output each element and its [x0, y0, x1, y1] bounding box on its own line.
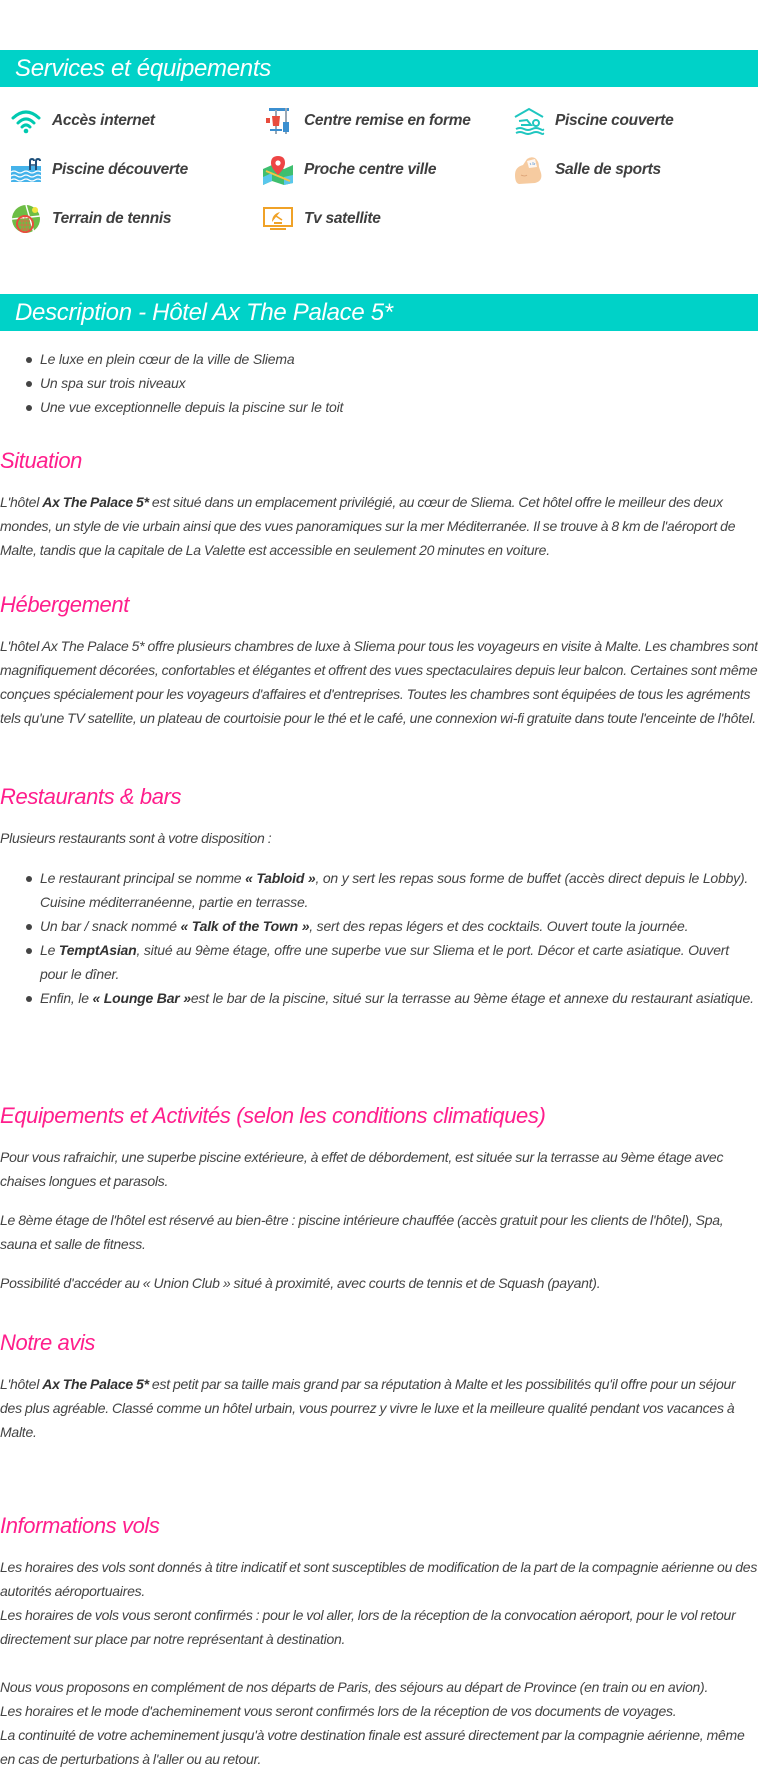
indoor-pool-swimmer-icon [513, 106, 545, 136]
restaurant-item: Enfin, le « Lounge Bar »est le bar de la piscine, situé sur la terrasse au 9ème étage et annexe du restaurant asiatique. [0, 986, 758, 1010]
service-item-tennis [10, 204, 171, 234]
service-label: Centre remise en forme [304, 112, 471, 129]
service-label: Accès internet [52, 112, 155, 129]
restaurants-intro: Plusieurs restaurants sont à votre disposition : [0, 830, 272, 846]
restaurant-item: Le restaurant principal se nomme « Tabloid », on y sert les repas sous forme de buffet (accès direct depuis le Lobby). Cuisine méditerranéenne, partie en terrasse. [0, 866, 758, 914]
situation-heading: Situation [0, 448, 83, 473]
equipements-paragraph: Le 8ème étage de l'hôtel est réservé au bien-être : piscine intérieure chauffée (accès gratuit pour les clients de l'hôtel), Spa, sauna et salle de fitness. [0, 1212, 724, 1252]
description-header: Description - Hôtel Ax The Palace 5* [0, 294, 758, 331]
satellite-tv-icon [262, 204, 294, 234]
vols-block-1: Les horaires des vols sont donnés à titre indicatif et sont susceptibles de modification de la part de la compagnie aérienne ou des autorités aéroportuaires. Les horaires de vols vous seront confirmés : pour le vol aller, lors de la réception de la convocation aéroport, pour le vol retour directement sur place par notre représentant à destination. [0, 1559, 758, 1647]
hotel-name: Ax The Palace 5* [42, 494, 149, 510]
restaurants-heading: Restaurants & bars [0, 784, 182, 809]
highlight-item: Un spa sur trois niveaux [0, 371, 343, 395]
vols-heading: Informations vols [0, 1513, 160, 1538]
wifi-icon [10, 106, 42, 136]
map-pin-icon [262, 155, 294, 185]
avis-heading: Notre avis [0, 1330, 96, 1355]
equipements-heading: Equipements et Activités (selon les conditions climatiques) [0, 1103, 546, 1128]
fitness-machine-icon [262, 106, 294, 136]
highlight-item: Le luxe en plein cœur de la ville de Sliema [0, 347, 343, 371]
flexed-arm-icon [513, 155, 545, 185]
service-item-fitness [262, 106, 471, 136]
hotel-name: Ax The Palace 5* [42, 1376, 149, 1392]
restaurants-list [0, 866, 758, 1010]
service-label: Piscine découverte [52, 161, 188, 178]
avis-text: L'hôtel Ax The Palace 5* est petit par sa taille mais grand par sa réputation à Malte et les possibilités qu'il offre pour un séjour des plus agréable. Classé comme un hôtel urbain, vous pourrez y vivre le luxe et la meilleure qualité pendant vos vacances à Malte. [0, 1376, 736, 1440]
description-highlights [0, 347, 343, 419]
service-label: Piscine couverte [555, 112, 674, 129]
highlight-item: Une vue exceptionnelle depuis la piscine sur le toit [0, 395, 343, 419]
service-label: Terrain de tennis [52, 210, 172, 227]
hebergement-text: L'hôtel Ax The Palace 5* offre plusieurs chambres de luxe à Sliema pour tous les voyageurs en visite à Malte. Les chambres sont magnifiquement décorées, confortables et élégantes et offrent des vues spectaculaires depuis leur balcon. Certaines sont même conçues spécialement pour les voyageurs d'affaires et d'entreprises. Toutes les chambres sont équipées de tous les agréments tels qu'une TV satellite, un plateau de courtoisie pour le thé et le café, une connexion wi-fi gratuite dans toute l'enceinte de l'hôtel. [0, 638, 758, 726]
service-label: Proche centre ville [304, 161, 437, 178]
restaurant-item: Le TemptAsian, situé au 9ème étage, offre une superbe vue sur Sliema et le port. Décor et carte asiatique. Ouvert pour le dîner. [0, 938, 758, 986]
hebergement-heading: Hébergement [0, 592, 129, 617]
situation-text: L'hôtel Ax The Palace 5* est situé dans un emplacement privilégié, au cœur de Sliema. Cet hôtel offre le meilleur des deux mondes, un style de vie urbain ainsi que des vues panoramiques sur la mer Méditerranée. Il se trouve à 8 km de l'aéroport de Malte, tandis que la capitale de La Valette est accessible en seulement 20 minutes en voiture. [0, 494, 736, 558]
service-item-internet [10, 106, 155, 136]
service-label: Tv satellite [304, 210, 381, 227]
tennis-court-icon [10, 204, 42, 234]
service-item-city-center [262, 155, 436, 185]
equipements-paragraph: Pour vous rafraichir, une superbe piscine extérieure, à effet de débordement, est située sur la terrasse au 9ème étage avec chaises longues et parasols. [0, 1149, 724, 1189]
outdoor-pool-icon [10, 155, 42, 185]
service-label: Salle de sports [555, 161, 661, 178]
services-header: Services et équipements [0, 50, 758, 87]
equipements-paragraph: Possibilité d'accéder au « Union Club » situé à proximité, avec courts de tennis et de Squash (payant). [0, 1275, 601, 1291]
service-item-satellite-tv [262, 204, 381, 234]
vols-block-2: Nous vous proposons en complément de nos départs de Paris, des séjours au départ de Province (en train ou en avion). Les horaires et le mode d'acheminement vous seront confirmés lors de la réception de vos documents de voyages. La continuité de votre acheminement jusqu'à votre destination finale est assuré directement par la compagnie aérienne, même en cas de perturbations à l'aller ou au retour. [0, 1679, 745, 1767]
service-item-gym [513, 155, 661, 185]
restaurant-item: Un bar / snack nommé « Talk of the Town », sert des repas légers et des cocktails. Ouvert toute la journée. [0, 914, 758, 938]
service-item-outdoor-pool [10, 155, 188, 185]
service-item-indoor-pool [513, 106, 673, 136]
